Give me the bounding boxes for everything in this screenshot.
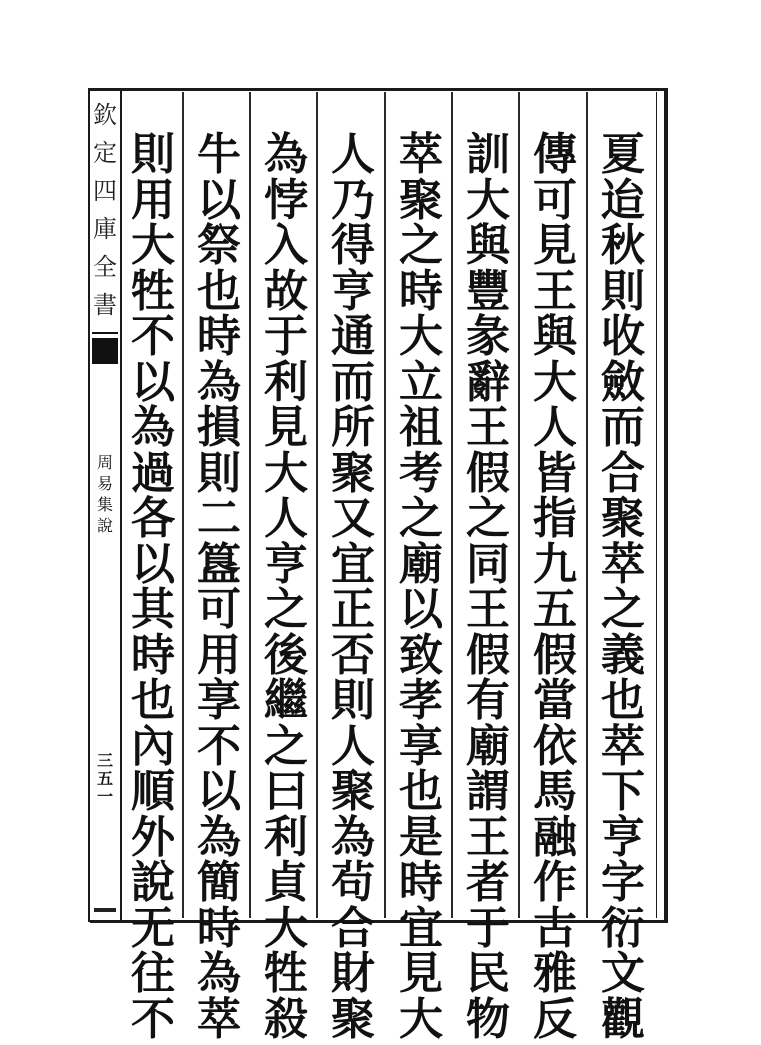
character: 見 bbox=[399, 948, 443, 999]
character: 王 bbox=[533, 265, 577, 317]
character: 悖 bbox=[264, 174, 308, 226]
character: 入 bbox=[264, 220, 308, 271]
character: 享 bbox=[399, 720, 443, 772]
character: 也 bbox=[601, 675, 645, 726]
margin-character: 易 bbox=[96, 474, 113, 493]
character: 得 bbox=[331, 220, 375, 271]
character: 時 bbox=[197, 311, 241, 362]
character: 依 bbox=[533, 720, 577, 772]
fishtail-line bbox=[92, 332, 118, 334]
character: 聚 bbox=[331, 993, 375, 1045]
text-column-5 bbox=[320, 129, 386, 1045]
character: 通 bbox=[331, 311, 375, 362]
character: 以 bbox=[131, 538, 175, 590]
character: 物 bbox=[466, 993, 510, 1045]
character: 宜 bbox=[399, 902, 443, 954]
character: 有 bbox=[466, 675, 510, 726]
character: 聚 bbox=[331, 766, 375, 817]
character: 之 bbox=[466, 493, 510, 544]
character: 為 bbox=[197, 356, 241, 408]
character: 是 bbox=[399, 811, 443, 863]
character: 之 bbox=[601, 584, 645, 635]
character: 也 bbox=[131, 675, 175, 726]
character: 不 bbox=[131, 311, 175, 362]
character: 文 bbox=[601, 948, 645, 999]
character: 也 bbox=[197, 265, 241, 317]
character: 見 bbox=[264, 402, 308, 453]
character: 大 bbox=[399, 311, 443, 362]
character: 以 bbox=[399, 584, 443, 635]
text-column-1 bbox=[590, 129, 656, 1045]
character: 廟 bbox=[399, 538, 443, 590]
character: 也 bbox=[399, 766, 443, 817]
character: 不 bbox=[131, 993, 175, 1045]
character: 為 bbox=[331, 811, 375, 863]
character: 損 bbox=[197, 402, 241, 453]
character: 人 bbox=[331, 129, 375, 180]
character: 牲 bbox=[264, 948, 308, 999]
margin-character: 全 bbox=[93, 253, 117, 281]
character: 說 bbox=[131, 857, 175, 908]
character: 假 bbox=[466, 629, 510, 681]
character: 謂 bbox=[466, 766, 510, 817]
character: 收 bbox=[601, 311, 645, 362]
character: 亨 bbox=[601, 811, 645, 863]
character: 又 bbox=[331, 493, 375, 544]
character: 殺 bbox=[264, 993, 308, 1045]
character: 同 bbox=[466, 538, 510, 590]
character: 指 bbox=[533, 493, 577, 544]
character: 則 bbox=[197, 447, 241, 499]
character: 則 bbox=[131, 129, 175, 180]
margin-character: 五 bbox=[96, 769, 113, 788]
character: 作 bbox=[533, 857, 577, 908]
character: 无 bbox=[131, 902, 175, 954]
margin-character: 庫 bbox=[93, 215, 117, 243]
character: 亨 bbox=[331, 265, 375, 317]
character: 則 bbox=[601, 265, 645, 317]
character: 觀 bbox=[601, 993, 645, 1045]
character: 人 bbox=[533, 402, 577, 453]
character: 當 bbox=[533, 675, 577, 726]
margin-character: 四 bbox=[93, 177, 117, 205]
character: 義 bbox=[601, 629, 645, 681]
character: 萃 bbox=[197, 993, 241, 1045]
character: 以 bbox=[197, 174, 241, 226]
character: 人 bbox=[331, 720, 375, 772]
character: 王 bbox=[466, 584, 510, 635]
character: 以 bbox=[131, 356, 175, 408]
character: 正 bbox=[331, 584, 375, 635]
character: 辭 bbox=[466, 356, 510, 408]
character: 財 bbox=[331, 948, 375, 999]
margin-character: 周 bbox=[96, 453, 113, 472]
character: 五 bbox=[533, 584, 577, 635]
character: 于 bbox=[466, 902, 510, 954]
character: 宜 bbox=[331, 538, 375, 590]
character: 聚 bbox=[601, 493, 645, 544]
character: 古 bbox=[533, 902, 577, 954]
character: 不 bbox=[197, 720, 241, 772]
margin-character: 說 bbox=[96, 516, 113, 535]
character: 簡 bbox=[197, 857, 241, 908]
character: 馬 bbox=[533, 766, 577, 817]
character: 以 bbox=[197, 766, 241, 817]
character: 民 bbox=[466, 948, 510, 999]
character: 與 bbox=[533, 311, 577, 362]
character: 時 bbox=[399, 265, 443, 317]
character: 斂 bbox=[601, 356, 645, 408]
character: 用 bbox=[197, 629, 241, 681]
character: 為 bbox=[197, 948, 241, 999]
character: 為 bbox=[264, 129, 308, 180]
character: 融 bbox=[533, 811, 577, 863]
margin-character: 定 bbox=[93, 139, 117, 167]
character: 內 bbox=[131, 720, 175, 772]
character: 考 bbox=[399, 447, 443, 499]
character: 聚 bbox=[399, 174, 443, 226]
character: 萃 bbox=[601, 720, 645, 772]
character: 之 bbox=[399, 493, 443, 544]
character: 牛 bbox=[197, 129, 241, 180]
margin-character: 集 bbox=[96, 495, 113, 514]
character: 為 bbox=[131, 402, 175, 453]
character: 見 bbox=[533, 220, 577, 271]
character: 祖 bbox=[399, 402, 443, 453]
character: 大 bbox=[466, 174, 510, 226]
frame-right-inner-border bbox=[656, 92, 657, 918]
fishtail-mark bbox=[92, 338, 118, 364]
character: 簋 bbox=[197, 538, 241, 590]
character: 否 bbox=[331, 629, 375, 681]
character: 假 bbox=[466, 447, 510, 499]
character: 大 bbox=[399, 993, 443, 1045]
character: 往 bbox=[131, 948, 175, 999]
character: 九 bbox=[533, 538, 577, 590]
character: 祭 bbox=[197, 220, 241, 271]
margin-section-title bbox=[92, 452, 118, 536]
character: 王 bbox=[466, 402, 510, 453]
character: 可 bbox=[533, 174, 577, 226]
character: 享 bbox=[197, 675, 241, 726]
character: 傳 bbox=[533, 129, 577, 180]
character: 大 bbox=[533, 356, 577, 408]
text-column-3 bbox=[455, 129, 521, 1045]
character: 時 bbox=[399, 857, 443, 908]
character: 合 bbox=[331, 902, 375, 954]
character: 繼 bbox=[264, 675, 308, 726]
text-column-7 bbox=[186, 129, 252, 1045]
character: 人 bbox=[264, 493, 308, 544]
character: 致 bbox=[399, 629, 443, 681]
character: 順 bbox=[131, 766, 175, 817]
text-column-6 bbox=[253, 129, 319, 1045]
character: 外 bbox=[131, 811, 175, 863]
character: 所 bbox=[331, 402, 375, 453]
character: 曰 bbox=[264, 766, 308, 817]
character: 貞 bbox=[264, 857, 308, 908]
character: 牲 bbox=[131, 265, 175, 317]
character: 之 bbox=[264, 720, 308, 772]
character: 廟 bbox=[466, 720, 510, 772]
text-column-4 bbox=[388, 129, 454, 1045]
margin-bottom-mark bbox=[94, 908, 116, 912]
character: 豐 bbox=[466, 265, 510, 317]
text-column-8 bbox=[120, 129, 186, 1045]
character: 而 bbox=[331, 356, 375, 408]
character: 時 bbox=[197, 902, 241, 954]
character: 王 bbox=[466, 811, 510, 863]
character: 孝 bbox=[399, 675, 443, 726]
character: 于 bbox=[264, 311, 308, 362]
frame-left-outer-border bbox=[88, 88, 90, 922]
character: 亨 bbox=[264, 538, 308, 590]
character: 反 bbox=[533, 993, 577, 1045]
character: 聚 bbox=[331, 447, 375, 499]
margin-character: 書 bbox=[93, 291, 117, 319]
character: 為 bbox=[197, 811, 241, 863]
character: 迨 bbox=[601, 174, 645, 226]
character: 立 bbox=[399, 356, 443, 408]
character: 大 bbox=[264, 902, 308, 954]
character: 則 bbox=[331, 675, 375, 726]
character: 故 bbox=[264, 265, 308, 317]
character: 大 bbox=[264, 447, 308, 499]
character: 各 bbox=[131, 493, 175, 544]
character: 夏 bbox=[601, 129, 645, 180]
character: 利 bbox=[264, 356, 308, 408]
character: 秋 bbox=[601, 220, 645, 271]
character: 合 bbox=[601, 447, 645, 499]
margin-book-title bbox=[92, 96, 118, 324]
character: 彖 bbox=[466, 311, 510, 362]
character: 字 bbox=[601, 857, 645, 908]
margin-character: 三 bbox=[96, 751, 113, 770]
character: 者 bbox=[466, 857, 510, 908]
character: 時 bbox=[131, 629, 175, 681]
margin-page-number bbox=[92, 752, 118, 806]
text-column-2 bbox=[522, 129, 588, 1045]
character: 利 bbox=[264, 811, 308, 863]
character: 用 bbox=[131, 174, 175, 226]
character: 假 bbox=[533, 629, 577, 681]
character: 而 bbox=[601, 402, 645, 453]
character: 訓 bbox=[466, 129, 510, 180]
frame-top-border bbox=[88, 88, 668, 91]
character: 雅 bbox=[533, 948, 577, 999]
character: 過 bbox=[131, 447, 175, 499]
character: 茍 bbox=[331, 857, 375, 908]
character: 大 bbox=[131, 220, 175, 271]
character: 後 bbox=[264, 629, 308, 681]
character: 乃 bbox=[331, 174, 375, 226]
character: 下 bbox=[601, 766, 645, 817]
character: 可 bbox=[197, 584, 241, 635]
character: 之 bbox=[399, 220, 443, 271]
margin-character: 欽 bbox=[93, 101, 117, 129]
character: 衍 bbox=[601, 902, 645, 954]
character: 萃 bbox=[601, 538, 645, 590]
character: 二 bbox=[197, 493, 241, 544]
character: 與 bbox=[466, 220, 510, 271]
character: 其 bbox=[131, 584, 175, 635]
character: 之 bbox=[264, 584, 308, 635]
margin-character: 一 bbox=[96, 787, 113, 806]
character: 皆 bbox=[533, 447, 577, 499]
character: 萃 bbox=[399, 129, 443, 180]
frame-right-border bbox=[664, 88, 668, 922]
